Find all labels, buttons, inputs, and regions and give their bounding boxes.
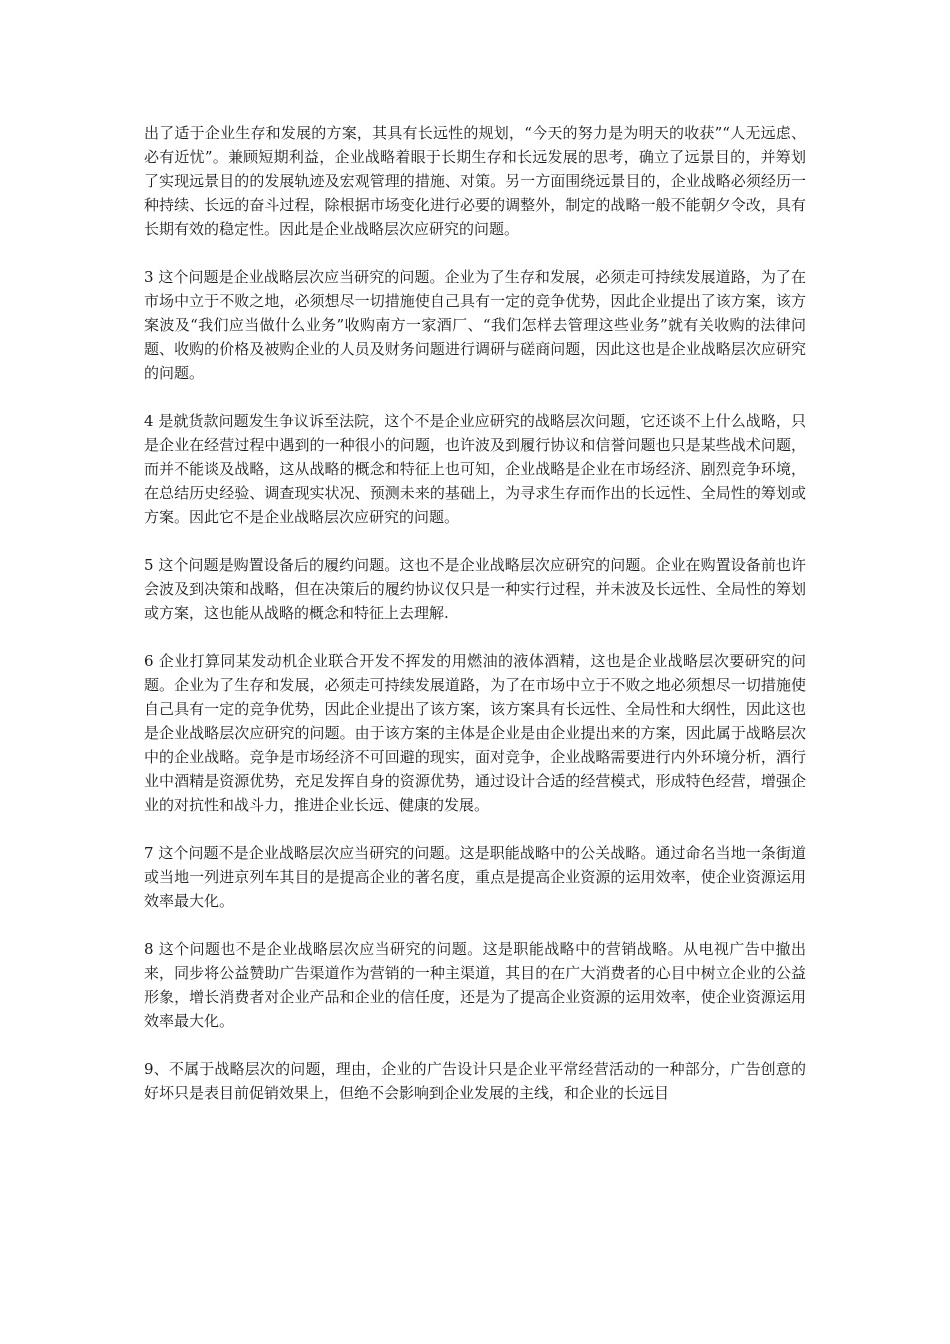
- paragraph-item-3: 3 这个问题是企业战略层次应当研究的问题。企业为了生存和发展，必须走可持续发展道路，为了在市场中立于不败之地，必须想尽一切措施使自己具有一定的竞争优势，因此企业提出了该方案，该方案波及“我们应当做什么业务”收购南方一家酒厂、“我们怎样去管理这些业务”就有关收购的法律问题、收购的价格及被购企业的人员及财务问题进行调研与磋商问题，因此这也是企业战略层次应研究的问题。: [144, 268, 806, 382]
- paragraph-item-6: 6 企业打算同某发动机企业联合开发不挥发的用燃油的液体酒精，这也是企业战略层次要研究的问题。企业为了生存和发展，必须走可持续发展道路，为了在市场中立于不败之地必须想尽一切措施使自己具有一定的竞争优势，因此企业提出了该方案，该方案具有长远性、全局性和大纲性，因此这也是企业战略层次应研究的问题。由于该方案的主体是企业是由企业提出来的方案，因此属于战略层次中的企业战略。竞争是市场经济不可回避的现实，面对竞争，企业战略需要进行内外环境分析，酒行业中酒精是资源优势，充足发挥自身的资源优势，通过设计合适的经营模式，形成特色经营，增强企业的对抗性和战斗力，推进企业长远、健康的发展。: [144, 652, 806, 814]
- paragraph-item-4: 4 是就货款问题发生争议诉至法院，这个不是企业应研究的战略层次问题，它还谈不上什么战略，只是企业在经营过程中遇到的一种很小的问题，也许波及到履行协议和信誉问题也只是某些战术问题，而并不能谈及战略，这从战略的概念和特征上也可知，企业战略是企业在市场经济、剧烈竞争环境，在总结历史经验、调查现实状况、预测未来的基础上，为寻求生存而作出的长远性、全局性的筹划或方案。因此它不是企业战略层次应研究的问题。: [144, 412, 806, 526]
- paragraph-item-9: 9、不属于战略层次的问题，理由，企业的广告设计只是企业平常经营活动的一种部分，广告创意的好坏只是表目前促销效果上，但绝不会影响到企业发展的主线，和企业的长远目: [144, 1060, 806, 1102]
- paragraph-continuation: 出了适于企业生存和发展的方案，其具有长远性的规划，“今天的努力是为明天的收获”“人无远虑、必有近忧”。兼顾短期利益，企业战略着眼于长期生存和长远发展的思考，确立了远景目的，并筹划了实现远景目的的发展轨迹及宏观管理的措施、对策。另一方面围绕远景目的，企业战略必须经历一种持续、长远的奋斗过程，除根据市场变化进行必要的调整外，制定的战略一般不能朝夕令改，具有长期有效的稳定性。因此是企业战略层次应研究的问题。: [144, 124, 806, 238]
- paragraph-item-8: 8 这个问题也不是企业战略层次应当研究的问题。这是职能战略中的营销战略。从电视广告中撤出来，同步将公益赞助广告渠道作为营销的一种主渠道，其目的在广大消费者的心目中树立企业的公益形象，增长消费者对企业产品和企业的信任度，还是为了提高企业资源的运用效率，使企业资源运用效率最大化。: [144, 940, 806, 1030]
- document-body: [144, 121, 806, 1105]
- paragraph-item-5: 5 这个问题是购置设备后的履约问题。这也不是企业战略层次应研究的问题。企业在购置设备前也许会波及到决策和战略，但在决策后的履约协议仅只是一种实行过程，并未波及长远性、全局性的筹划或方案，这也能从战略的概念和特征上去理解.: [144, 556, 806, 622]
- paragraph-item-7: 7 这个问题不是企业战略层次应当研究的问题。这是职能战略中的公关战略。通过命名当地一条街道或当地一列进京列车其目的是提高企业的著名度，重点是提高企业资源的运用效率，使企业资源运用效率最大化。: [144, 844, 806, 910]
